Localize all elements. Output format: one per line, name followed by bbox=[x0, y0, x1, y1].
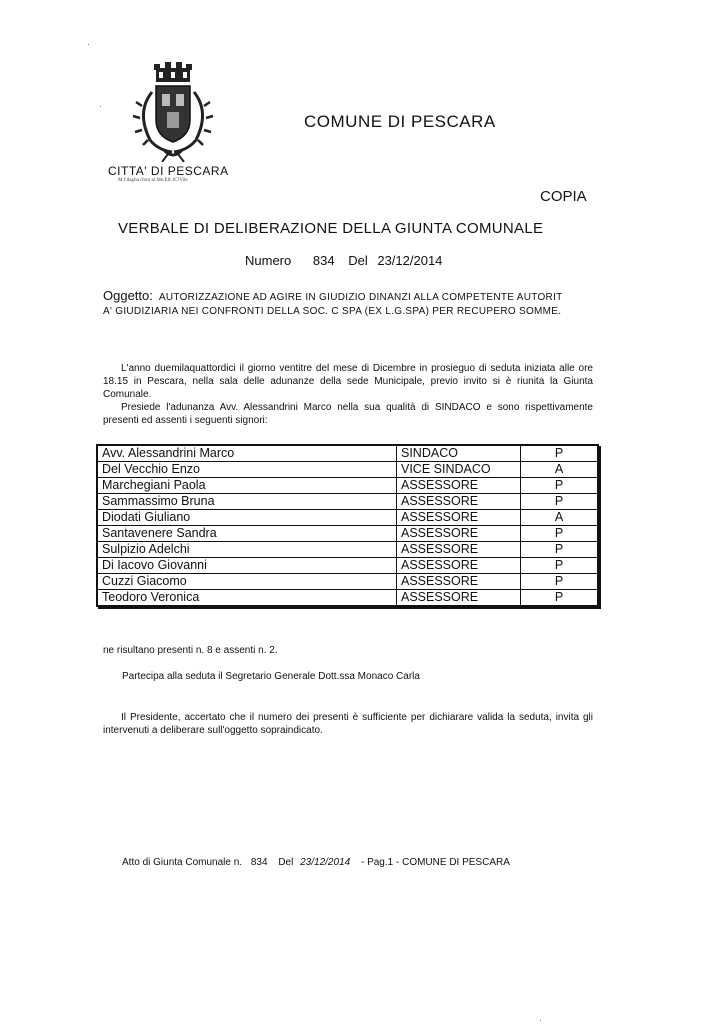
table-row bbox=[97, 542, 598, 558]
member-name: Cuzzi Giacomo bbox=[97, 574, 397, 590]
table-row bbox=[97, 478, 598, 494]
table-row bbox=[97, 574, 598, 590]
member-role: ASSESSORE bbox=[397, 590, 521, 607]
subject-label: Oggetto: bbox=[103, 288, 153, 303]
municipality-title: COMUNE DI PESCARA bbox=[304, 112, 496, 131]
member-role: ASSESSORE bbox=[397, 510, 521, 526]
secretary-line: Partecipa alla seduta il Segretario Generale Dott.ssa Monaco Carla bbox=[122, 671, 420, 682]
footer-suffix: - Pag.1 - COMUNE DI PESCARA bbox=[360, 857, 510, 868]
member-name: Di Iacovo Giovanni bbox=[97, 558, 397, 574]
table-row bbox=[97, 510, 598, 526]
member-status: P bbox=[521, 574, 599, 590]
member-status: A bbox=[521, 462, 599, 478]
president-text: Il Presidente, accertato che il numero dei presenti è sufficiente per dichiarare valida la seduta, invita gli intervenuti a deliberare sull'oggetto sopraindicato. bbox=[103, 712, 593, 736]
subject-text: AUTORIZZAZIONE AD AGIRE IN GIUDIZIO DINANZI ALLA COMPETENTE AUTORIT A' GIUDIZIARIA NEI CONFRONTI DELLA SOC. C SPA (EX L.G.SPA) PER RECUPERO SOMME. bbox=[103, 292, 563, 317]
scan-speck bbox=[100, 106, 101, 107]
member-role: ASSESSORE bbox=[397, 478, 521, 494]
table-row bbox=[97, 526, 598, 542]
footer-del: Del bbox=[278, 857, 294, 868]
member-name: Sammassimo Bruna bbox=[97, 494, 397, 510]
table-row bbox=[97, 462, 598, 478]
crest-motto: M f:daglia d'oro al Me:Ell:.tC!Vile bbox=[118, 178, 188, 183]
document-number-line bbox=[245, 253, 460, 268]
member-name: Santavenere Sandra bbox=[97, 526, 397, 542]
scan-speck bbox=[540, 1020, 541, 1021]
member-status: P bbox=[521, 445, 599, 462]
member-role: ASSESSORE bbox=[397, 542, 521, 558]
member-role: SINDACO bbox=[397, 445, 521, 462]
footer-prefix: Atto di Giunta Comunale n. bbox=[122, 857, 243, 868]
document-title: VERBALE DI DELIBERAZIONE DELLA GIUNTA COMUNALE bbox=[118, 220, 544, 237]
member-status: P bbox=[521, 590, 599, 607]
member-role: ASSESSORE bbox=[397, 574, 521, 590]
member-name: Sulpizio Adelchi bbox=[97, 542, 397, 558]
page-footer bbox=[122, 857, 510, 868]
president-paragraph bbox=[103, 711, 593, 737]
member-name: Avv. Alessandrini Marco bbox=[97, 445, 397, 462]
session-paragraph bbox=[103, 362, 593, 427]
numero-value: 834 bbox=[312, 253, 335, 268]
member-status: P bbox=[521, 558, 599, 574]
attendance-summary: ne risultano presenti n. 8 e assenti n. 2. bbox=[103, 645, 278, 656]
table-row bbox=[97, 590, 598, 607]
session-text: L'anno duemilaquattordici il giorno ventitre del mese di Dicembre in prosieguo di seduta iniziata alle ore 18.15 in Pescara, nella sala delle adunanze della sede Municipale, previo invito si è riunita la Giunta Comunale. bbox=[103, 363, 593, 400]
member-name: Diodati Giuliano bbox=[97, 510, 397, 526]
member-name: Teodoro Veronica bbox=[97, 590, 397, 607]
member-role: VICE SINDACO bbox=[397, 462, 521, 478]
member-status: P bbox=[521, 494, 599, 510]
member-status: P bbox=[521, 478, 599, 494]
numero-label: Numero bbox=[245, 253, 292, 268]
table-row bbox=[97, 558, 598, 574]
document-date: 23/12/2014 bbox=[377, 253, 443, 268]
footer-date: 23/12/2014 bbox=[300, 857, 351, 868]
member-status: P bbox=[521, 542, 599, 558]
crest-label: CITTA' DI PESCARA bbox=[108, 164, 229, 178]
presidency-text: Presiede l'adunanza Avv. Alessandrini Marco nella sua qualità di SINDACO e sono rispettivamente presenti ed assenti i seguenti signori: bbox=[103, 402, 593, 426]
footer-number: 834 bbox=[250, 857, 268, 868]
member-name: Del Vecchio Enzo bbox=[97, 462, 397, 478]
copy-label: COPIA bbox=[540, 188, 587, 205]
table-row bbox=[97, 445, 598, 462]
member-role: ASSESSORE bbox=[397, 526, 521, 542]
scan-speck bbox=[88, 44, 89, 45]
member-status: P bbox=[521, 526, 599, 542]
del-label: Del bbox=[348, 253, 368, 268]
member-name: Marchegiani Paola bbox=[97, 478, 397, 494]
member-role: ASSESSORE bbox=[397, 494, 521, 510]
table-row bbox=[97, 494, 598, 510]
attendance-table bbox=[96, 444, 599, 607]
member-role: ASSESSORE bbox=[397, 558, 521, 574]
member-status: A bbox=[521, 510, 599, 526]
subject-block bbox=[103, 289, 573, 319]
city-crest-icon bbox=[128, 62, 218, 162]
